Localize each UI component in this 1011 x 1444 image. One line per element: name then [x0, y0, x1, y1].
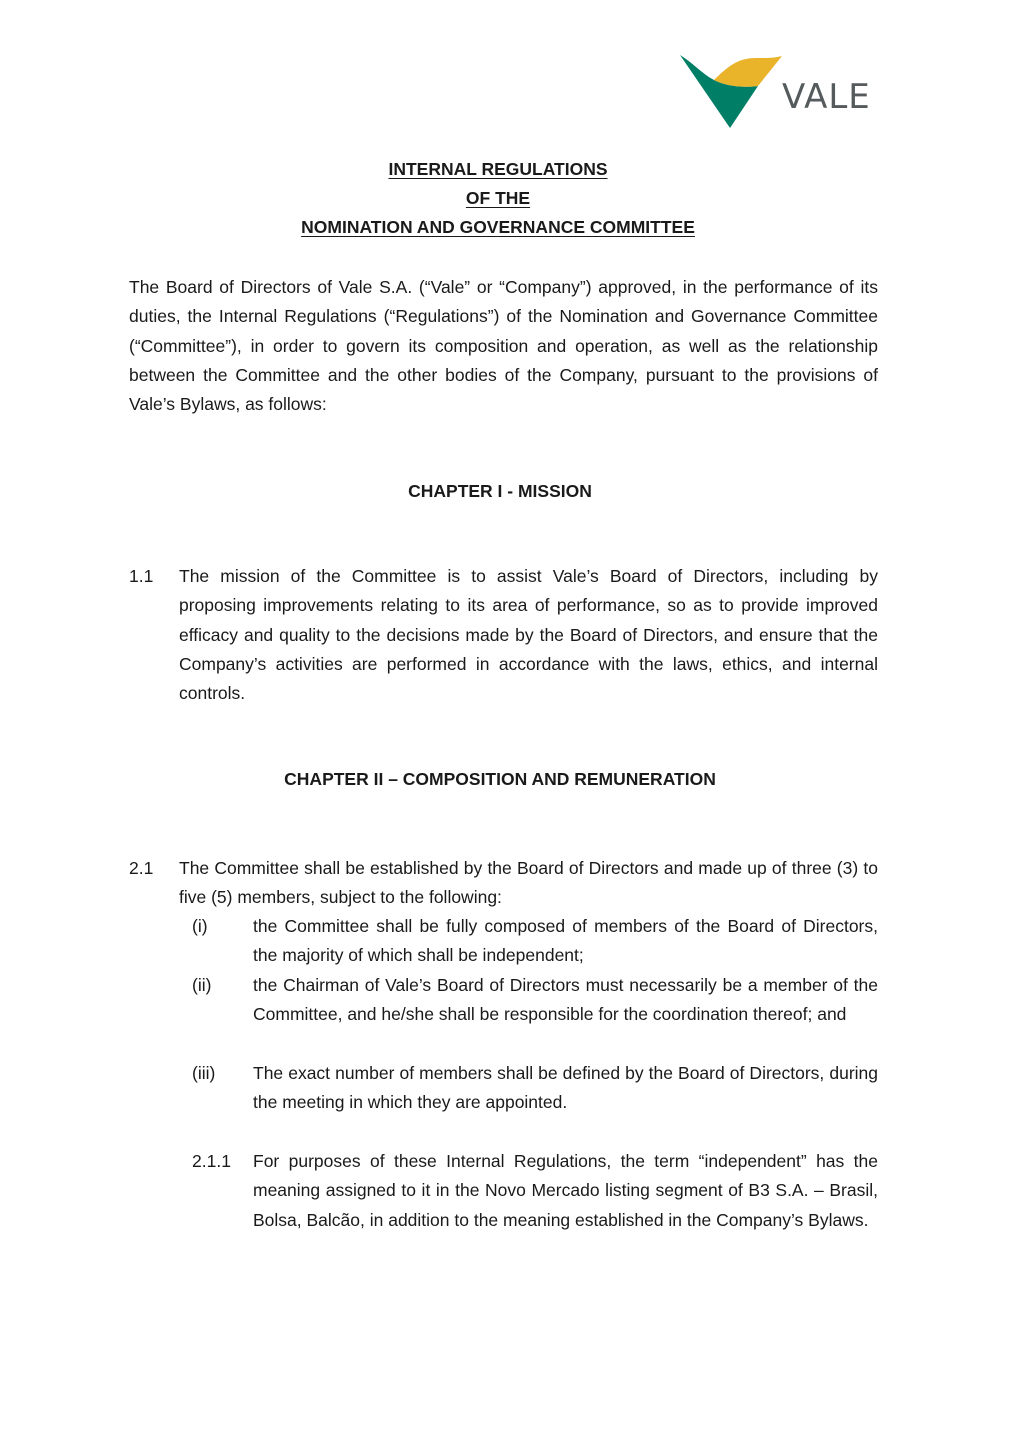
vale-logo-mark: [678, 50, 782, 132]
subclause-number: 2.1.1: [192, 1151, 231, 1171]
document-title: [0, 155, 996, 242]
title-line-1: INTERNAL REGULATIONS: [388, 159, 608, 179]
list-item-label: (iii): [192, 1063, 216, 1083]
list-item-label: (i): [192, 916, 208, 936]
list-item-text: the Chairman of Vale’s Board of Directors must necessarily be a member of the Committee, and he/she shall be responsible for the coordination thereof; and: [253, 975, 878, 1025]
chapter-2-heading: CHAPTER II – COMPOSITION AND REMUNERATION: [284, 769, 716, 789]
vale-logo: [678, 50, 882, 132]
chapter-1-heading: CHAPTER I - MISSION: [408, 481, 592, 501]
subclause-text: For purposes of these Internal Regulations, the term “independent” has the meaning assigned to it in the Novo Mercado listing segment of B3 S.A. – Brasil, Bolsa, Balcão, in addition to the meaning established in the Company’s Bylaws.: [253, 1151, 878, 1230]
list-item-text: the Committee shall be fully composed of members of the Board of Directors, the majority of which shall be independent;: [253, 916, 878, 966]
list-item-text: The exact number of members shall be defined by the Board of Directors, during the meeting in which they are appointed.: [253, 1063, 878, 1113]
clause-number: 1.1: [129, 566, 154, 586]
title-line-3: NOMINATION AND GOVERNANCE COMMITTEE: [301, 217, 695, 237]
clause-text: The mission of the Committee is to assist Vale’s Board of Directors, including by proposing improvements relating to its area of performance, so as to provide improved efficacy and quality to the decisions made by the Board of Directors, and ensure that the Company’s activities are performed in accordance with the laws, ethics, and internal controls.: [179, 566, 878, 704]
list-item-label: (ii): [192, 975, 212, 995]
clause-number: 2.1: [129, 858, 154, 878]
intro-paragraph: The Board of Directors of Vale S.A. (“Vale” or “Company”) approved, in the performance of its duties, the Internal Regulations (“Regulations”) of the Nomination and Governance Committee (“Committee”), in order to govern its composition and operation, as well as the relationship between the Committee and the other bodies of the Company, pursuant to the provisions of Vale’s Bylaws, as follows:: [129, 277, 878, 415]
vale-logo-wordmark: VALE: [782, 77, 871, 117]
title-line-2: OF THE: [465, 188, 531, 208]
clause-text: The Committee shall be established by the Board of Directors and made up of three (3) to five (5) members, subject to the following:: [179, 858, 878, 908]
